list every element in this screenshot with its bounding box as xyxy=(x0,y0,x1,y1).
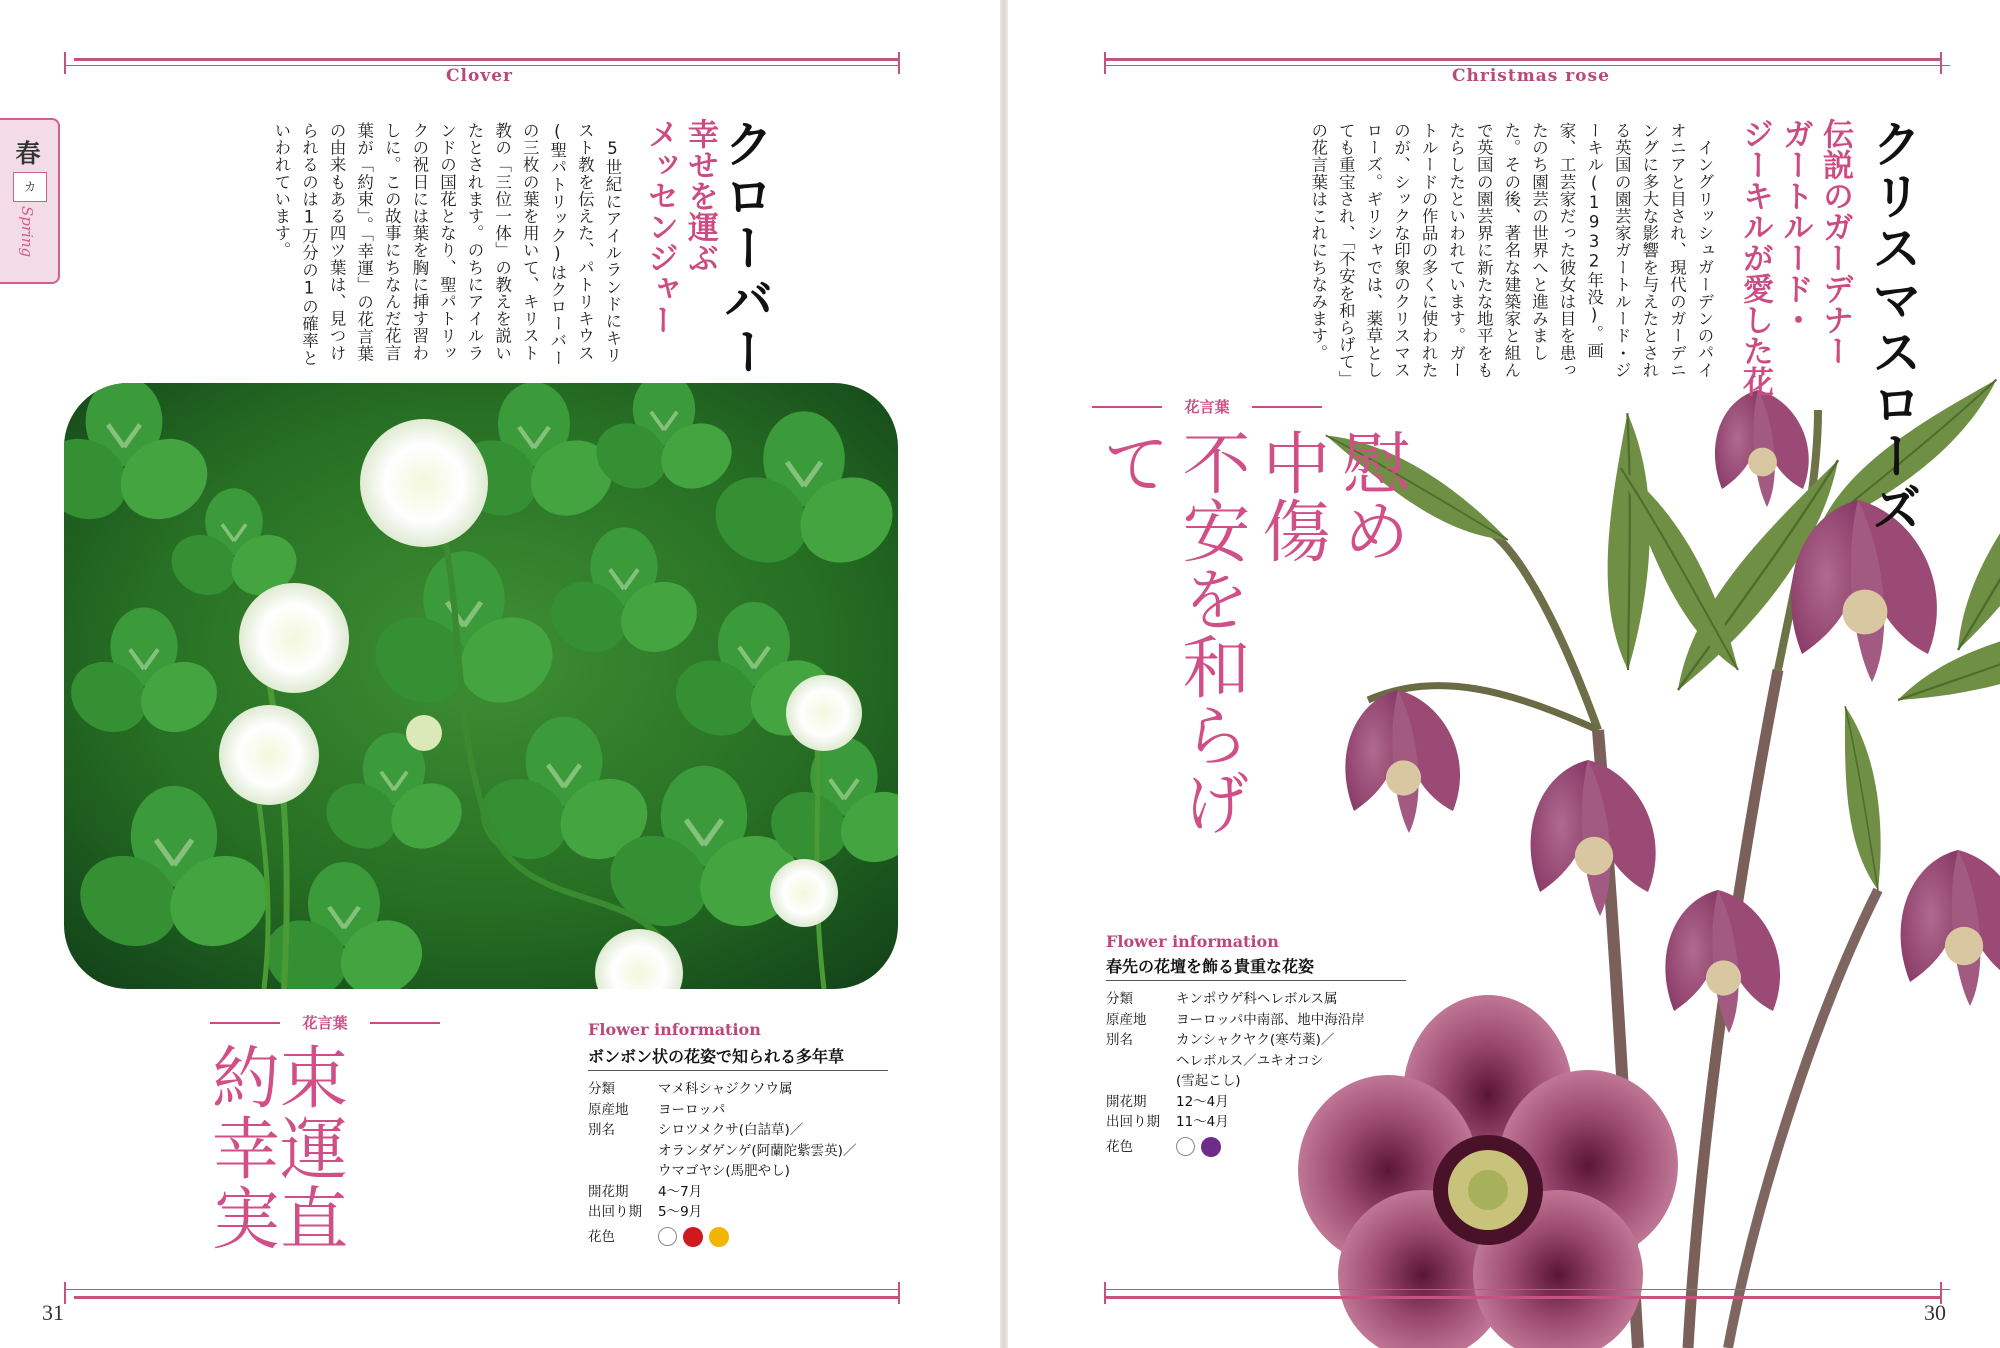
flower-info-value: シロツメクサ(白詰草)／ xyxy=(658,1122,804,1138)
flower-info-value: オランダゲンゲ(阿蘭陀紫雲英)／ xyxy=(658,1142,857,1159)
page-number: 31 xyxy=(42,1300,64,1325)
flower-color-row xyxy=(1106,1137,1406,1158)
flower-info-row xyxy=(1106,1010,1406,1031)
bottom-frame-end xyxy=(1104,1282,1106,1304)
flower-info-key: 開花期 xyxy=(588,1183,629,1200)
flower-info-key: 原産地 xyxy=(1106,1011,1147,1028)
flower-info-rule xyxy=(588,1070,888,1071)
flower-info-value: 5〜9月 xyxy=(658,1204,703,1220)
flower-info-key xyxy=(1106,1051,1176,1072)
season-tab-english: Spring xyxy=(18,206,36,258)
flower-info-value: ヘレボルス／ユキオコシ xyxy=(1176,1052,1324,1069)
hanakotoba-label-text: 花言葉 xyxy=(1184,398,1230,416)
label-rule xyxy=(1092,406,1162,408)
subheading-line: 伝説のガーデナー xyxy=(1817,118,1853,366)
label-rule xyxy=(210,1022,280,1024)
subheading-line: ガートルード・ xyxy=(1777,118,1813,335)
bottom-frame-rule xyxy=(74,1296,900,1299)
running-title: Clover xyxy=(446,66,513,86)
flower-info-rule xyxy=(1106,980,1406,981)
label-rule xyxy=(370,1022,440,1024)
clover-illustration xyxy=(64,383,898,989)
flower-color-swatch xyxy=(658,1227,677,1246)
flower-info-key: 別名 xyxy=(588,1122,615,1138)
hanakotoba-words xyxy=(212,1040,349,1261)
flower-info-row xyxy=(1106,989,1406,1010)
hanakotoba-words xyxy=(1090,428,1410,898)
flower-info-key: 分類 xyxy=(1106,991,1133,1007)
flower-info-value: ウマゴヤシ(馬肥やし) xyxy=(658,1163,790,1179)
flower-info-row xyxy=(588,1202,898,1223)
page-heading: クリスマスローズ xyxy=(1864,118,1922,534)
flower-info-value: マメ科シャジクソウ属 xyxy=(658,1081,793,1097)
bottom-frame-rule-thin xyxy=(1104,1289,1950,1290)
body-text xyxy=(166,122,626,368)
hanakotoba-word: 慰め xyxy=(1331,428,1410,564)
flower-info-key: 開花期 xyxy=(1106,1093,1147,1110)
hanakotoba-label xyxy=(210,1012,440,1033)
body-text xyxy=(1128,122,1718,390)
season-tab-kana: カ xyxy=(13,172,47,202)
flower-info-key: 分類 xyxy=(588,1081,615,1097)
flower-info-title: Flower information xyxy=(1106,932,1279,951)
flower-info-row xyxy=(588,1079,898,1100)
season-tab xyxy=(0,118,60,284)
flower-color-swatch xyxy=(683,1227,703,1247)
flower-info-value: カンシャクヤク(寒芍薬)／ xyxy=(1176,1032,1335,1048)
subheading-line: 幸せを運ぶ xyxy=(682,118,718,273)
top-frame-end xyxy=(898,52,900,74)
right-page xyxy=(1008,0,2000,1348)
flower-info-table xyxy=(1106,989,1406,1157)
page-number: 30 xyxy=(1924,1300,1946,1325)
hanakotoba-word: 不安を和らげて xyxy=(1091,428,1250,836)
flower-info-row xyxy=(1106,1092,1406,1113)
flower-info-row xyxy=(1106,1071,1406,1092)
flower-info-key: 出回り期 xyxy=(588,1204,642,1220)
bottom-frame-end xyxy=(898,1282,900,1304)
hanakotoba-label xyxy=(1092,396,1322,417)
flower-info-tagline: ボンボン状の花姿で知られる多年草 xyxy=(588,1047,845,1066)
flower-color-label: 花色 xyxy=(1106,1138,1133,1155)
flower-info-key xyxy=(1106,1071,1176,1092)
flower-color-swatch xyxy=(1176,1137,1195,1156)
page-subheading xyxy=(1735,118,1855,408)
top-frame-rule xyxy=(74,58,900,61)
bottom-frame-rule xyxy=(1104,1296,1940,1299)
flower-info-key xyxy=(588,1161,658,1182)
running-title: Christmas rose xyxy=(1452,66,1610,86)
bottom-frame-end xyxy=(64,1282,66,1304)
flower-info-key: 別名 xyxy=(1106,1032,1133,1048)
flower-info-title: Flower information xyxy=(588,1020,761,1039)
body-paragraph: 5世紀にアイルランドにキリスト教を伝えた、パトリキウス(聖パトリック)はクローバーの三枚の葉を用いて、キリスト教の「三位一体」の教えを説いたとされます。のちにアイルランドの国花となり、聖パトリックの祝日には葉を胸に挿す習わしに。この故事にちなんだ花言葉が「約束」。「幸運」の花言葉の由来もある四ツ葉は、見つけられるのは1万分の1の確率といわれています。 xyxy=(271,122,622,367)
flower-color-swatch xyxy=(709,1227,729,1247)
top-frame-rule xyxy=(1104,58,1940,61)
hanakotoba-word: 約束 xyxy=(212,1040,349,1119)
flower-color-swatch xyxy=(1201,1137,1221,1157)
top-frame-end xyxy=(1940,52,1942,74)
flower-info-row xyxy=(588,1120,898,1141)
subheading-line: メッセンジャー xyxy=(642,118,678,335)
flower-color-row xyxy=(588,1227,898,1248)
flower-info-row xyxy=(1106,1112,1406,1133)
page-heading: クローバー xyxy=(716,118,774,378)
season-tab-kanji: 春 xyxy=(15,139,41,168)
top-frame-end xyxy=(1104,52,1106,74)
hanakotoba-label-text: 花言葉 xyxy=(302,1014,348,1032)
subheading-line: ジーキルが愛した花 xyxy=(1737,118,1773,397)
flower-info-tagline: 春先の花壇を飾る貴重な花姿 xyxy=(1106,957,1315,976)
flower-info-value: ヨーロッパ xyxy=(658,1101,726,1118)
hanakotoba-word: 実直 xyxy=(212,1181,349,1261)
flower-info-row xyxy=(588,1141,898,1162)
flower-info-value: 12〜4月 xyxy=(1176,1093,1229,1110)
top-frame-end xyxy=(64,52,66,74)
hanakotoba-word: 幸運 xyxy=(212,1110,349,1190)
flower-info-value: (雪起こし) xyxy=(1176,1073,1241,1089)
flower-info-row xyxy=(588,1161,898,1182)
flower-info-table xyxy=(588,1079,898,1247)
flower-info-value: キンポウゲ科ヘレボルス属 xyxy=(1176,991,1338,1007)
page-gutter xyxy=(1000,0,1008,1348)
flower-info-value: 11〜4月 xyxy=(1176,1114,1229,1130)
flower-info-row xyxy=(1106,1051,1406,1072)
hanakotoba-word: 中傷 xyxy=(1251,428,1330,564)
flower-info-row xyxy=(1106,1030,1406,1051)
page-subheading xyxy=(640,118,720,348)
body-paragraph: イングリッシュガーデンのパイオニアと目され、現代のガーデニングに多大な影響を与えたとされる英国の園芸家ガートルード・ジーキル(1932年没)。画家、工芸家だった彼女は目を患ったのち園芸の世界へと進みました。その後、著名な建築家と組んで英国の園芸界に新たな地平をもたらしたといわれています。ガートルードの作品の多くに使われたのが、シックな印象のクリスマスローズ。ギリシャでは、薬草としても重宝され、「不安を和らげて」の花言葉はこれにちなみます。 xyxy=(1308,122,1714,388)
bottom-frame-rule-thin xyxy=(64,1289,900,1290)
flower-info-row xyxy=(588,1182,898,1203)
flower-color-label: 花色 xyxy=(588,1228,615,1245)
label-rule xyxy=(1252,406,1322,408)
flower-info-key xyxy=(588,1141,658,1162)
flower-info-key: 出回り期 xyxy=(1106,1114,1160,1130)
clover-photo xyxy=(64,383,898,989)
flower-info-row xyxy=(588,1100,898,1121)
flower-info-key: 原産地 xyxy=(588,1101,629,1118)
flower-info-value: ヨーロッパ中南部、地中海沿岸 xyxy=(1176,1011,1365,1028)
flower-info-value: 4〜7月 xyxy=(658,1183,703,1200)
